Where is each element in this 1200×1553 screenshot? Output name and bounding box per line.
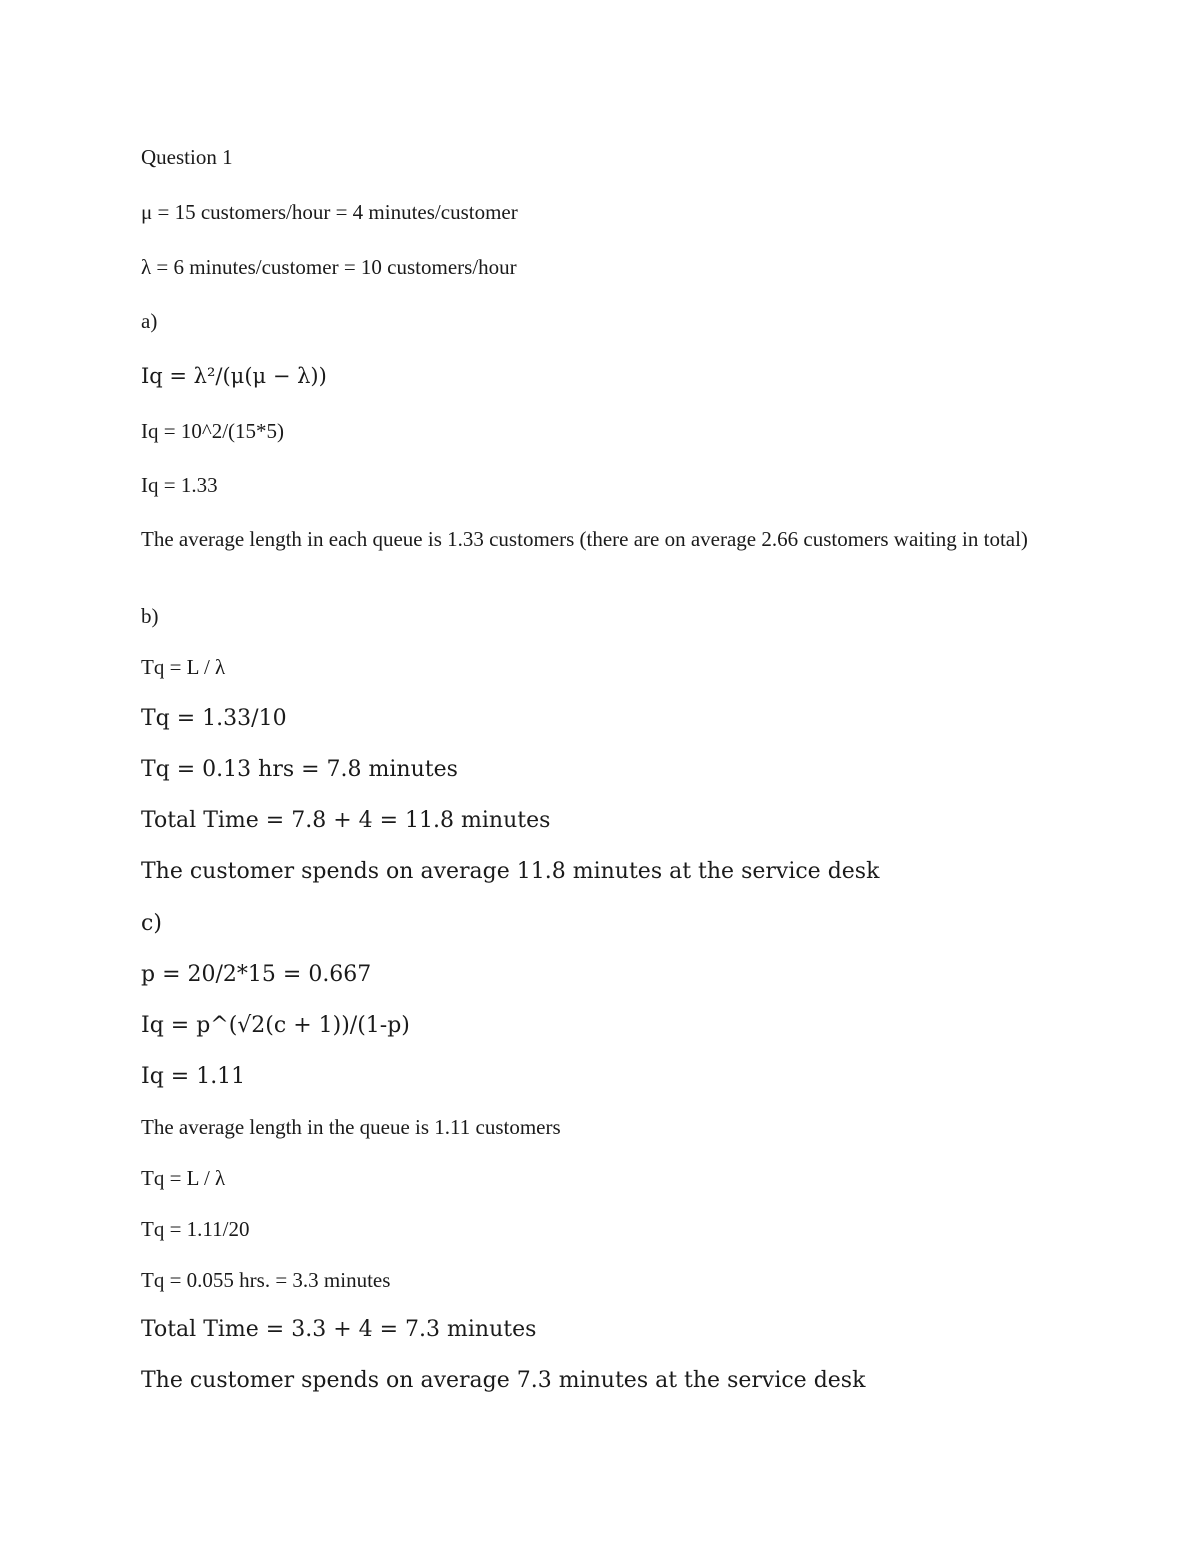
part-c-length-conclusion: The average length in the queue is 1.11 customers bbox=[141, 1115, 561, 1139]
part-c-result: Iq = 1.11 bbox=[141, 1064, 246, 1089]
part-c-utilization: p = 20/2*15 = 0.667 bbox=[141, 962, 372, 987]
part-c-tq-substitution: Tq = 1.11/20 bbox=[141, 1217, 250, 1241]
part-c-tq-result: Tq = 0.055 hrs. = 3.3 minutes bbox=[141, 1268, 391, 1292]
part-a-substitution: Iq = 10^2/(15*5) bbox=[141, 419, 285, 443]
lambda-definition: λ = 6 minutes/customer = 10 customers/hour bbox=[141, 255, 517, 279]
part-b-result: Tq = 0.13 hrs = 7.8 minutes bbox=[141, 757, 458, 782]
part-c-total: Total Time = 3.3 + 4 = 7.3 minutes bbox=[141, 1317, 537, 1342]
part-c-label: c) bbox=[141, 911, 162, 936]
part-b-conclusion: The customer spends on average 11.8 minutes at the service desk bbox=[141, 859, 880, 884]
mu-definition: μ = 15 customers/hour = 4 minutes/customer bbox=[141, 200, 518, 224]
part-b-formula: Tq = L / λ bbox=[141, 655, 226, 679]
part-a-result: Iq = 1.33 bbox=[141, 473, 218, 497]
part-a-label: a) bbox=[141, 309, 158, 333]
part-a-conclusion: The average length in each queue is 1.33 customers (there are on average 2.66 customers waiting in total) bbox=[141, 527, 1028, 551]
part-c-conclusion: The customer spends on average 7.3 minutes at the service desk bbox=[141, 1368, 866, 1393]
part-b-label: b) bbox=[141, 604, 159, 628]
question-title: Question 1 bbox=[141, 145, 233, 169]
part-b-total: Total Time = 7.8 + 4 = 11.8 minutes bbox=[141, 808, 551, 833]
part-c-tq-formula: Tq = L / λ bbox=[141, 1166, 226, 1190]
part-b-substitution: Tq = 1.33/10 bbox=[141, 706, 287, 731]
part-a-formula: Iq = λ²/(μ(μ − λ)) bbox=[141, 364, 327, 388]
part-c-formula: Iq = p^(√2(c + 1))/(1-p) bbox=[141, 1013, 410, 1038]
